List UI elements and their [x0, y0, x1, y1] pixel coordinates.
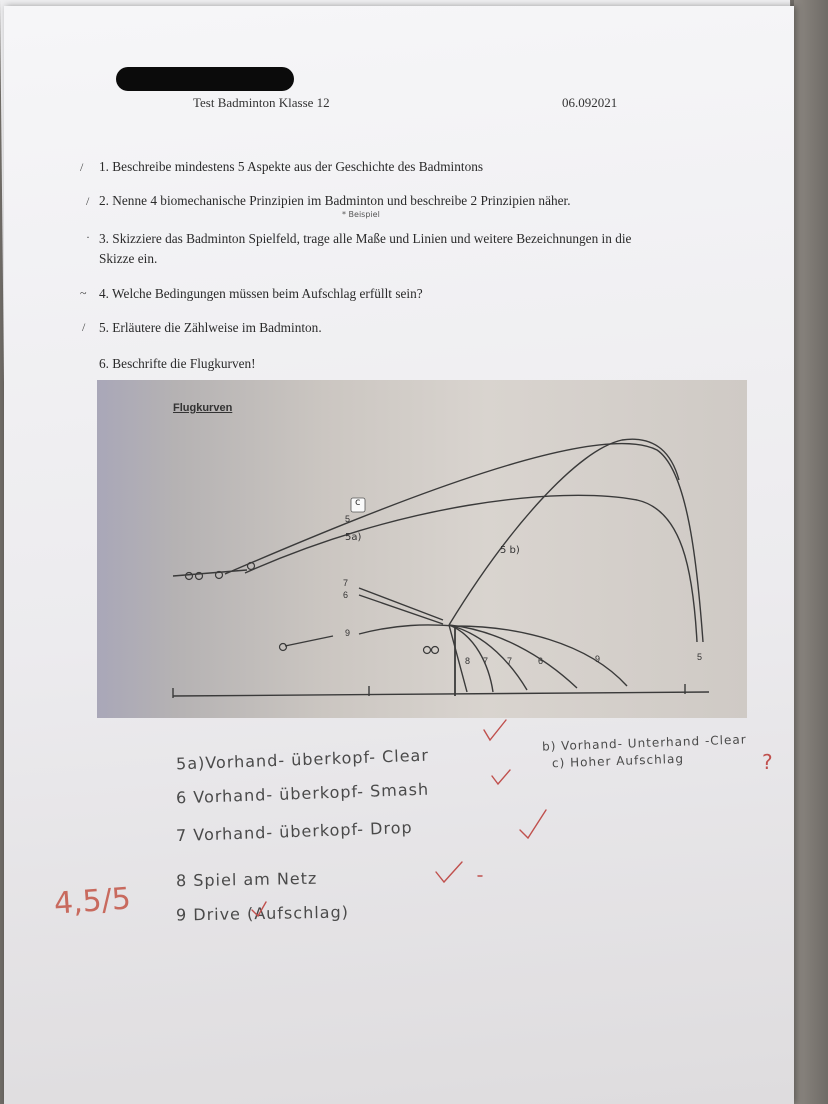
flight-curves-diagram [97, 380, 747, 718]
serve-line [173, 570, 247, 576]
answer-8: 8 Spiel am Netz [175, 868, 318, 891]
court-ground-line [173, 692, 709, 696]
figure-title: Flugkurven [173, 402, 233, 414]
check-mark-q5: / [82, 320, 86, 334]
curve-9 [359, 625, 627, 686]
label-bottom-7b: 7 [507, 656, 513, 666]
answer-7: 7 Vorhand- überkopf- Drop [175, 817, 413, 846]
check-mark-q1: / [80, 160, 84, 174]
answer-b: b) Vorhand- Unterhand -Clear [541, 732, 747, 754]
label-bottom-7a: 7 [483, 656, 489, 666]
check-mark-q4: ~ [80, 286, 87, 300]
redacted-name [116, 67, 294, 91]
curve-9-start [285, 636, 333, 646]
answer-9: 9 Drive (Aufschlag) [175, 902, 350, 925]
curve-5a [245, 495, 697, 642]
label-5a: 5a) [345, 532, 362, 543]
question-mark-correction: ? [762, 750, 774, 774]
question-3: 3. Skizziere das Badminton Spielfeld, trage alle Maße und Linien und weitere Bezeichnungen in die [99, 231, 632, 246]
label-bottom-9: 9 [595, 654, 601, 664]
curve-5 [225, 444, 703, 642]
check-mark-q2: / [86, 194, 90, 208]
label-7: 7 [343, 578, 349, 588]
curve-7-start [359, 588, 443, 620]
curve-5b [449, 439, 679, 625]
question-4: 4. Welche Bedingungen müssen beim Aufschlag erfüllt sein? [99, 286, 423, 301]
question-6: 6. Beschrifte die Flugkurven! [99, 356, 256, 371]
label-bottom-8: 8 [465, 656, 471, 666]
label-9: 9 [345, 628, 351, 638]
grade-score: 4,5/5 [52, 881, 133, 922]
label-5: 5 [345, 514, 351, 524]
question-3-cont: Skizze ein. [99, 251, 158, 266]
test-date: 06.092021 [562, 95, 618, 110]
check-mark-q3: · [86, 230, 90, 244]
answer-6: 6 Vorhand- überkopf- Smash [175, 779, 430, 808]
label-c-boxed: c [355, 497, 361, 508]
label-bottom-5: 5 [697, 652, 703, 662]
question-1: 1. Beschreibe mindestens 5 Aspekte aus der Geschichte des Badmintons [99, 159, 484, 174]
question-5: 5. Erläutere die Zählweise im Badminton. [99, 320, 322, 335]
table-background [794, 0, 828, 1104]
answer-c: c) Hoher Aufschlag [551, 751, 685, 771]
label-bottom-6: 6 [538, 656, 544, 666]
label-5b: 5 b) [500, 545, 520, 556]
answer-5a: 5a)Vorhand- überkopf- Clear [175, 745, 430, 774]
flight-curves-figure [97, 380, 747, 718]
label-6: 6 [343, 590, 349, 600]
test-title: Test Badminton Klasse 12 [193, 95, 330, 110]
curve-6-start [359, 595, 443, 624]
question-2: 2. Nenne 4 biomechanische Prinzipien im Badminton und beschreibe 2 Prinzipien näher. [99, 193, 571, 208]
beispiel-note: * Beispiel [342, 210, 380, 219]
